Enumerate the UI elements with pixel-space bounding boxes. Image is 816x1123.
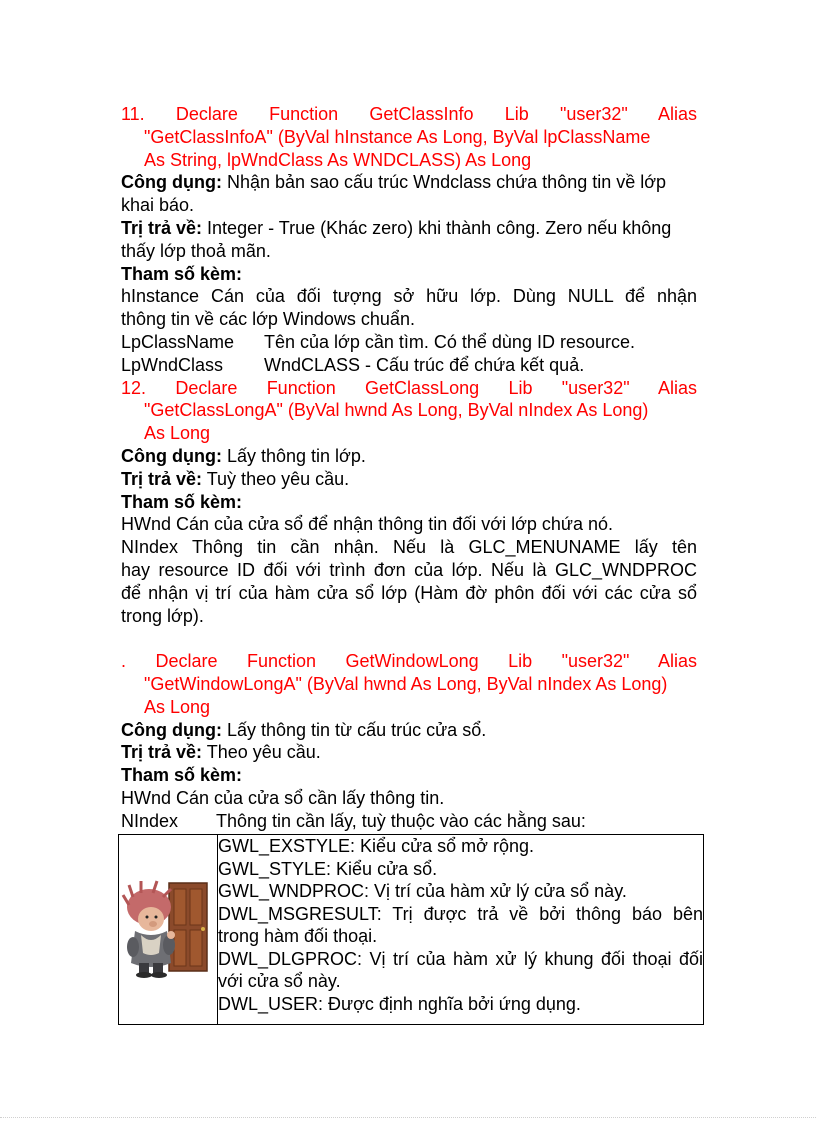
wizard-door-illustration-icon (119, 835, 217, 1019)
usage-text: Nhận bản sao cấu trúc Wndclass chứa thông tin về lớp (221, 172, 667, 193)
gwl-row: DWL_DLGPROC: Vị trí của hàm xử lý khung đối thoại đối (218, 948, 703, 969)
document-body (121, 103, 697, 833)
return-label: Trị trả về: (121, 217, 203, 238)
section-number: 12. (121, 377, 147, 398)
usage-label: Công dụng: (121, 172, 222, 193)
word: Alias (657, 651, 697, 672)
word: Function (247, 651, 317, 672)
section-13-param2 (121, 810, 697, 833)
word: Alias (657, 377, 697, 398)
section-11-params-label (121, 263, 697, 286)
section-11-declare-line1 (121, 103, 697, 126)
word: Function (269, 104, 339, 124)
section-11-usage (121, 171, 697, 194)
section-13-param1: HWnd Cán của cửa sổ cần lấy thông tin. (121, 787, 445, 808)
word: "user32" (561, 651, 630, 672)
word: GetClassInfo (369, 104, 474, 124)
section-11-param2 (121, 331, 697, 354)
usage-label: Công dụng: (121, 719, 222, 740)
usage-label: Công dụng: (121, 445, 222, 466)
gwl-description-cell (218, 835, 704, 1025)
param-name: NIndex (121, 810, 179, 831)
param-text: Thông tin cần lấy, tuỳ thuộc vào các hằng sau: (216, 810, 586, 831)
params-label: Tham số kèm: (121, 491, 243, 512)
section-13-declare-line2: "GetWindowLongA" (ByVal hwnd As Long, ByVal nIndex As Long) (144, 673, 668, 694)
gwl-row: DWL_MSGRESULT: Trị được trả về bởi thông báo bên (218, 903, 703, 924)
section-12-return (121, 468, 697, 491)
usage-text: Lấy thông tin lớp. (221, 445, 366, 466)
illustration-cell (119, 835, 218, 1025)
section-12-param2-line1: NIndex Thông tin cần nhận. Nếu là GLC_MENUNAME lấy tên (121, 537, 697, 558)
param-text: WndCLASS - Cấu trúc để chứa kết quả. (264, 354, 585, 375)
section-12-usage (121, 445, 697, 468)
gwl-row: với cửa sổ này. (218, 971, 341, 991)
section-13-params-label (121, 764, 697, 787)
section-12-declare-line1 (121, 377, 697, 400)
gwl-row: trong hàm đối thoại. (218, 926, 378, 946)
section-12-param2-line2: hay resource ID đối với trình đơn của lớp. Nếu là GLC_WNDPROC (121, 559, 697, 580)
word: Function (266, 377, 336, 398)
section-number: 11. (121, 104, 145, 124)
section-12-declare-line3: As Long (144, 423, 211, 444)
blank-line (121, 627, 697, 650)
section-12-declare-line2: "GetClassLongA" (ByVal hwnd As Long, ByVal nIndex As Long) (144, 400, 649, 421)
section-12-params-label (121, 491, 697, 514)
word: GetWindowLong (345, 651, 479, 672)
word: Lib (504, 104, 529, 124)
word: Lib (508, 377, 533, 398)
section-12-param2-line3: để nhận vị trí của hàm cửa sổ lớp (Hàm đờ phôn đối với các cửa sổ (121, 582, 697, 603)
word: "user32" (561, 377, 630, 398)
word: GetClassLong (365, 377, 480, 398)
section-11-param3 (121, 354, 697, 377)
section-13-declare-line3: As Long (144, 696, 211, 717)
gwl-row: DWL_USER: Được định nghĩa bởi ứng dụng. (218, 993, 581, 1014)
section-12-param2-line4: trong lớp). (121, 605, 204, 626)
param-text: Tên của lớp cần tìm. Có thể dùng ID resource. (264, 331, 635, 352)
section-11-param1: hInstance Cán của đối tượng sở hữu lớp. Dùng NULL để nhận (121, 286, 697, 307)
return-label: Trị trả về: (121, 742, 203, 763)
word: Alias (657, 104, 697, 124)
section-11-return-cont: thấy lớp thoả mãn. (121, 240, 271, 261)
word: "user32" (559, 104, 628, 124)
word: Declare (175, 104, 238, 124)
section-13-declare-line1 (121, 650, 697, 673)
param-name: LpWndClass (121, 354, 224, 375)
params-label: Tham số kèm: (121, 765, 243, 786)
usage-text: Lấy thông tin từ cấu trúc cửa sổ. (221, 719, 487, 740)
gwl-constants-table (118, 834, 704, 1025)
word: Declare (155, 651, 218, 672)
section-11-return (121, 217, 697, 240)
section-13-usage (121, 719, 697, 742)
section-11-declare-line2: "GetClassInfoA" (ByVal hInstance As Long, ByVal lpClassName (144, 126, 651, 147)
section-13-return (121, 741, 697, 764)
section-11-param1-cont: thông tin về các lớp Windows chuẩn. (121, 309, 415, 330)
return-text: Tuỳ theo yêu cầu. (202, 468, 350, 489)
word: Lib (508, 651, 533, 672)
return-label: Trị trả về: (121, 468, 203, 489)
return-text: Integer - True (Khác zero) khi thành công. Zero nếu không (202, 217, 672, 238)
page-bottom-rule (0, 1117, 816, 1118)
gwl-row: GWL_EXSTYLE: Kiểu cửa sổ mở rộng. (218, 836, 534, 856)
section-11-declare-line3: As String, lpWndClass As WNDCLASS) As Long (144, 149, 532, 170)
gwl-row: GWL_STYLE: Kiểu cửa sổ. (218, 858, 438, 879)
section-number: . (121, 651, 127, 672)
gwl-row: GWL_WNDPROC: Vị trí của hàm xử lý cửa sổ này. (218, 881, 627, 901)
section-12-param1: HWnd Cán của cửa sổ để nhận thông tin đối với lớp chứa nó. (121, 514, 613, 535)
param-name: LpClassName (121, 331, 235, 352)
section-11-usage-cont: khai báo. (121, 195, 195, 216)
params-label: Tham số kèm: (121, 263, 243, 284)
return-text: Theo yêu cầu. (202, 742, 321, 763)
word: Declare (175, 377, 238, 398)
